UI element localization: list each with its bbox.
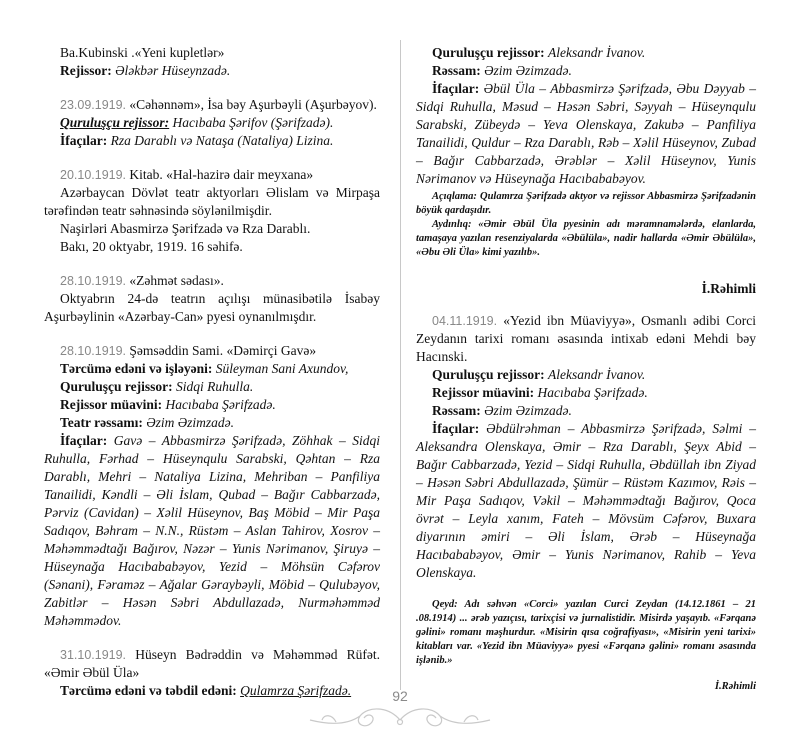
page-footer <box>0 688 800 736</box>
author-signature: İ.Rəhimli <box>701 281 756 296</box>
entry-line: İfaçılar: Əbdülrəhman – Abbasmirzə Şərifzadə, Səlmi – Aleksandra Olenskaya, Əmir – Rza Darablı, Şeyx Abid – Bağır Cabbarzadə, Yezid – Sidqi Ruhulla, Əbdüllah ibn Ziyad – Həsən Səbri Abdullazadə, Şümür – Rüstəm Kazımov, Rəis – Mir Paşa Sadıqov, Vəkil – Məhəmmədtağı Bağırov, Qoca övrət – Leyla xanım, Fateh – Mövsüm Cəfərov, Buxara diyarının əmiri – Əli İslam, Ərəb – Hüseynağa Hacıbababəyov, Əmir – Yunis Nərimanov, Rahib – Yeva Olenskaya. <box>416 421 756 580</box>
entry-date: 28.10.1919. <box>60 274 127 288</box>
entry-line: Rəssam: Əzim Əzimzadə. <box>432 403 572 418</box>
entry-date: 20.10.1919. <box>60 168 127 182</box>
column-divider <box>400 40 401 690</box>
entry-heading: 28.10.1919. Şəmsəddin Sami. «Dəmirçi Gavə» <box>60 343 317 358</box>
entry-heading: 04.11.1919. «Yezid ibn Müaviyyə», Osmanlı ədibi Corci Zeydanın tarixi romanı əsasında intixab edəni Mehdi bəy Hacınski. <box>416 313 757 364</box>
entry-line: Tərcümə edəni və təbdil edəni: Qulamrza Şərifzadə. <box>60 683 352 698</box>
right-column <box>416 44 756 694</box>
entry-heading: 28.10.1919. «Zəhmət sədası». <box>60 273 224 288</box>
decorative-flourish-icon <box>306 700 494 734</box>
explanation-note: Açıqlama: Qulamrza Şərifzadə aktyor və rejissor Abbasmirzə Şərifzadənin böyük qardaşıdır. <box>416 191 756 216</box>
author-signature: İ.Rəhimli <box>714 681 756 692</box>
entry-line: Teatr rəssamı: Əzim Əzimzadə. <box>60 415 234 430</box>
entry-line: Quruluşçu rejissor: Hacıbaba Şərifov (Şərifzadə). <box>60 115 334 130</box>
entry-line: İfaçılar: Əbül Üla – Abbasmirzə Şərifzadə, Əbu Dəyyab – Sidqi Ruhulla, Məsud – Həsən Səbri, Səyyah – Hüseynqulu Sarabski, Zübeydə – Yeva Olenskaya, Zakubə – Panfiliya Tanailidi, Quldur – Rza Darablı, Rəb – Xəlil Hüseynov, Zubad – Bağır Cabbarzadə, Ərəblər – Xəlil Hüseynov, Yunis Nərimanov və Hüseynağa Hacıbababəyov. <box>416 81 757 186</box>
entry-heading: 20.10.1919. Kitab. «Hal-hazirə dair meyxana» <box>60 167 314 182</box>
entry-line: İfaçılar: Rza Darablı və Nataşa (Nataliya) Lizina. <box>60 133 334 148</box>
entry-paragraph: Azərbaycan Dövlət teatr aktyorları Əlislam və Mirpaşa tərəfindən teatr səhnəsində söylənilmişdir. <box>44 185 380 218</box>
entry-date: 04.11.1919. <box>432 314 498 328</box>
entry-paragraph: Bakı, 20 oktyabr, 1919. 16 səhifə. <box>60 239 243 254</box>
entry-line: Rejissor müavini: Hacıbaba Şərifzadə. <box>60 397 276 412</box>
entry-heading: 23.09.1919. «Cəhənnəm», İsa bəy Aşurbəyli (Aşurbəyov). <box>60 97 377 112</box>
entry-line: Rejissor: Ələkbər Hüseynzadə. <box>60 63 231 78</box>
entry-line: Quruluşçu rejissor: Sidqi Ruhulla. <box>60 379 254 394</box>
entry-date: 23.09.1919. <box>60 98 127 112</box>
entry-date: 28.10.1919. <box>60 344 127 358</box>
entry-date: 31.10.1919. <box>60 648 127 662</box>
entry-heading: 31.10.1919. Hüseyn Bədrəddin və Məhəmməd Rüfət. «Əmir Əbül Üla» <box>44 647 381 680</box>
page-number: 92 <box>392 688 408 704</box>
entry-line: Ba.Kubinski .«Yeni kupletlər» <box>60 45 225 60</box>
entry-line: İfaçılar: Gavə – Abbasmirzə Şərifzadə, Zöhhak – Sidqi Ruhulla, Fərhad – Hüseynqulu Sarabski, Qəhtan – Rza Darablı, Mehri – Nataliya Lizina, Mehriban – Panfiliya Tanailidi, Kəndli – Əli İslam, Qubad – Bağır Cabbarzadə, Pərviz (Cavidan) – Xəlil Hüseynov, Baş Möbid – Mir Paşa Sadıqov, Bəhram – N.N., Rüstəm – Aslan Tahirov, Xosrov – Məhəmmədtağı Bağırov, Nəzər – Yunis Nərimanov, Şiruyə – Hüseynağa Hacıbababəyov, Yezid – Möhsün Cəfərov (Sənani), Fəraməz – Ağalar Gəraybəyli, Möbid – Qulubəyov, Zabitlər – Həsən Səbri Abdullazadə, Nurməhəmməd Məhəmmədov. <box>44 433 381 628</box>
entry-line: Rəssam: Əzim Əzimzadə. <box>432 63 572 78</box>
entry-line: Rejissor müavini: Hacıbaba Şərifzadə. <box>432 385 648 400</box>
entry-paragraph: Oktyabrın 24-də teatrın açılışı münasibətilə İsabəy Aşurbəylinin «Azərbay-Can» pyesi oynanılmışdır. <box>44 291 380 324</box>
entry-line: Quruluşçu rejissor: Aleksandr İvanov. <box>432 45 646 60</box>
left-column <box>44 44 380 700</box>
footnote: Qeyd: Adı səhvən «Corci» yazılan Curci Zeydan (14.12.1861 – 21 .08.1914) ... ərəb yazıçısı, tarixçisi və jurnalistidir. Misirdə yaşayıb. «Fərqanə gəlini» romanı məşhurdur. «Misirin qısa coğrafiyası», «Misirin yeni tarixi» kitabları var. «Yezid ibn Müaviyyə» pyesi «Fərqanə gəlini» romanı əsasında işlənib.» <box>416 599 756 666</box>
entry-line: Quruluşçu rejissor: Aleksandr İvanov. <box>432 367 646 382</box>
entry-paragraph: Naşirləri Abasmirzə Şərifzadə və Rza Darablı. <box>60 221 311 236</box>
clarification-note: Aydınlıq: «Əmir Əbül Üla pyesinin adı məramnamələrdə, elanlarda, tamaşaya yazılan resenziyalarda «Əbülüla», nadir hallarda «Əmir Əbülüla», «Əbu Əli Üla» kimi yazılıb». <box>416 219 756 258</box>
entry-line: Tərcümə edəni və işləyəni: Süleyman Sani Axundov, <box>60 361 349 376</box>
